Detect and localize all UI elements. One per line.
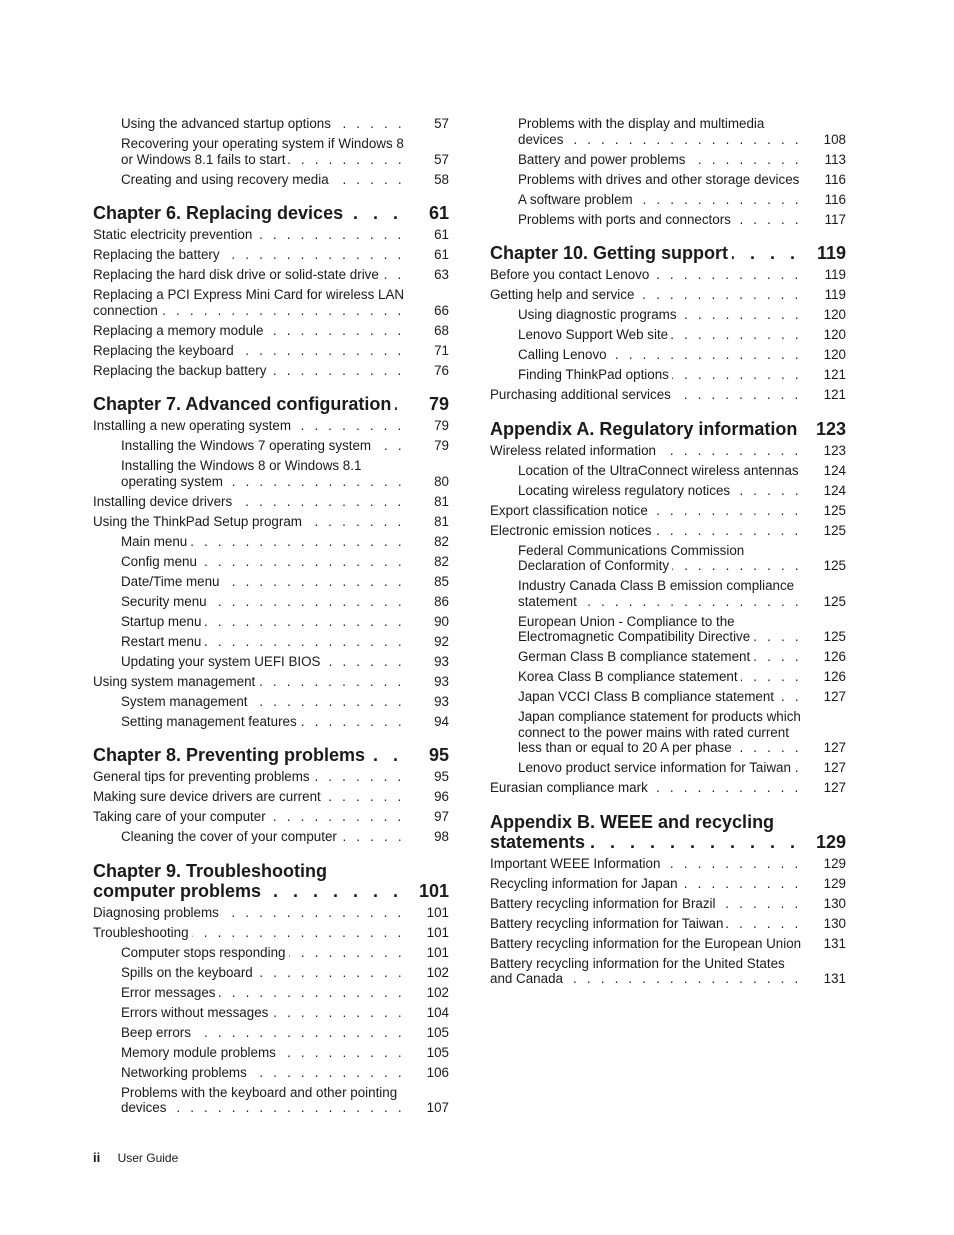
entry-title: Important WEEE Information — [490, 856, 663, 871]
page-reference: 98 — [434, 829, 449, 844]
page-reference: 130 — [823, 895, 846, 911]
toc-entry[interactable] — [93, 965, 449, 981]
page-number: ii — [93, 1150, 101, 1165]
toc-chapter-heading[interactable] — [93, 745, 449, 765]
toc-entry[interactable] — [93, 905, 449, 921]
entry-title: European Union - Compliance to the Electromagnetic Compatibility Directive — [518, 614, 753, 645]
toc-entry[interactable] — [93, 945, 449, 961]
entry-title: Replacing the keyboard — [93, 343, 237, 358]
page-reference: 106 — [426, 1064, 449, 1080]
entry-title: Battery recycling information for the United States and Canada — [490, 955, 785, 986]
toc-entry[interactable] — [93, 287, 449, 318]
page-reference: 61 — [428, 203, 449, 223]
toc-entry[interactable] — [490, 614, 846, 645]
page-reference: 104 — [426, 1004, 449, 1020]
entry-title: Battery recycling information for Brazil — [490, 896, 719, 911]
toc-entry[interactable] — [93, 714, 449, 730]
toc-entry[interactable] — [93, 769, 449, 785]
chapter-title: Appendix A. Regulatory information — [490, 419, 801, 439]
toc-entry[interactable] — [490, 709, 846, 756]
entry-title: Recovering your operating system if Windows 8 or Windows 8.1 fails to start — [121, 136, 404, 167]
page-reference: 76 — [434, 362, 449, 378]
toc-entry[interactable] — [490, 936, 846, 952]
entry-title: Networking problems — [121, 1065, 250, 1080]
page-reference: 102 — [426, 964, 449, 980]
toc-entry[interactable] — [93, 614, 449, 630]
page-reference: 57 — [434, 151, 449, 167]
chapter-title: Chapter 6. Replacing devices — [93, 203, 347, 223]
toc-entry[interactable] — [93, 809, 449, 825]
toc-entry[interactable] — [490, 956, 846, 987]
page-reference: 71 — [434, 342, 449, 358]
toc-entry[interactable] — [490, 760, 846, 776]
entry-title: Location of the UltraConnect wireless antennas — [518, 463, 802, 478]
page-reference: 82 — [434, 533, 449, 549]
entry-title: Battery and power problems — [518, 152, 688, 167]
page-reference: 119 — [824, 267, 846, 282]
entry-title: Problems with drives and other storage devices — [518, 172, 802, 187]
toc-entry[interactable] — [490, 287, 846, 303]
entry-title: Using the ThinkPad Setup program — [93, 514, 305, 529]
toc-entry[interactable] — [490, 327, 846, 343]
toc-entry[interactable] — [490, 896, 846, 912]
toc-entry[interactable] — [490, 543, 846, 574]
page-reference: 61 — [434, 247, 449, 262]
toc-entry[interactable] — [490, 503, 846, 519]
toc-entry[interactable] — [93, 985, 449, 1001]
page-reference: 107 — [426, 1100, 449, 1115]
page-reference: 129 — [823, 875, 846, 891]
page-reference: 126 — [823, 649, 846, 664]
entry-title: Installing the Windows 7 operating system — [121, 438, 374, 453]
page-footer — [93, 1150, 178, 1165]
entry-title: Before you contact Lenovo — [490, 267, 652, 282]
page-reference: 127 — [823, 689, 846, 704]
entry-title: A software problem — [518, 192, 636, 207]
page-reference: 129 — [815, 831, 846, 852]
entry-title: Federal Communications Commission Declaration of Conformity — [518, 542, 745, 573]
toc-entry[interactable] — [490, 483, 846, 499]
page-reference: 79 — [434, 438, 449, 453]
entry-title: Restart menu — [121, 634, 204, 649]
page-reference: 120 — [823, 347, 846, 362]
page-reference: 127 — [823, 760, 846, 775]
page-reference: 119 — [824, 287, 846, 302]
toc-entry[interactable] — [93, 1065, 449, 1081]
entry-title: Replacing a memory module — [93, 323, 266, 338]
entry-title: Memory module problems — [121, 1045, 279, 1060]
entry-title: Electronic emission notices — [490, 523, 655, 538]
page-reference: 130 — [823, 915, 846, 931]
entry-title: Korea Class B compliance statement — [518, 669, 741, 684]
entry-title: Purchasing additional services — [490, 387, 674, 402]
page-reference: 117 — [824, 211, 846, 227]
page-reference: 61 — [434, 227, 449, 242]
entry-title: Config menu — [121, 554, 200, 569]
toc-entry[interactable] — [490, 463, 846, 479]
page-reference: 96 — [434, 789, 449, 804]
toc-entry[interactable] — [93, 534, 449, 550]
toc-entry[interactable] — [93, 227, 449, 243]
chapter-title: Chapter 10. Getting support — [490, 243, 732, 263]
page-reference: 101 — [426, 944, 449, 960]
page-reference: 86 — [434, 593, 449, 609]
entry-title: Date/Time menu — [121, 574, 222, 589]
entry-title: System management — [121, 694, 251, 709]
page-reference: 126 — [823, 669, 846, 684]
toc-entry[interactable] — [490, 387, 846, 403]
entry-title: Taking care of your computer — [93, 809, 269, 824]
entry-title: Getting help and service — [490, 287, 637, 302]
page-reference: 81 — [434, 493, 449, 509]
entry-title: Security menu — [121, 594, 210, 609]
toc-entry[interactable] — [490, 856, 846, 872]
page-reference: 81 — [434, 513, 449, 529]
page-reference: 79 — [434, 418, 449, 433]
toc-chapter-heading[interactable] — [490, 419, 846, 439]
toc-entry[interactable] — [490, 578, 846, 609]
toc-entry[interactable] — [490, 523, 846, 539]
entry-title: Installing the Windows 8 or Windows 8.1 operating system — [121, 458, 362, 489]
page-reference: 129 — [823, 855, 846, 871]
entry-title: Battery recycling information for the European Union — [490, 936, 804, 951]
entry-title: Eurasian compliance mark — [490, 780, 651, 795]
toc-entry[interactable] — [490, 780, 846, 796]
page-reference: 116 — [824, 191, 846, 207]
entry-title: Lenovo product service information for Taiwan — [518, 760, 794, 775]
page-reference: 97 — [434, 809, 449, 824]
entry-title: Error messages — [121, 985, 219, 1000]
page-reference: 92 — [434, 633, 449, 649]
page-reference: 125 — [823, 593, 846, 609]
entry-title: Export classification notice — [490, 503, 651, 518]
entry-title: Computer stops responding — [121, 945, 289, 960]
entry-title: Wireless related information — [490, 443, 659, 458]
document-title: User Guide — [117, 1151, 179, 1165]
chapter-title: Chapter 7. Advanced configuration — [93, 394, 395, 414]
toc-entry[interactable] — [93, 674, 449, 690]
page-reference: 102 — [426, 984, 449, 1000]
toc-entry[interactable] — [93, 267, 449, 283]
page-reference: 120 — [823, 327, 846, 342]
toc-chapter-heading[interactable] — [93, 394, 449, 414]
entry-title: Problems with ports and connectors — [518, 212, 734, 227]
entry-title: Problems with the display and multimedia devices — [518, 116, 765, 147]
entry-title: Problems with the keyboard and other pointing devices — [121, 1084, 398, 1115]
page-reference: 131 — [823, 971, 846, 986]
toc-entry[interactable] — [490, 367, 846, 383]
toc-entry[interactable] — [93, 494, 449, 510]
toc-entry[interactable] — [490, 347, 846, 363]
entry-title: Using diagnostic programs — [518, 307, 680, 322]
toc-entry[interactable] — [93, 363, 449, 379]
toc-entry[interactable] — [93, 1045, 449, 1061]
page-reference: 93 — [434, 673, 449, 689]
entry-title: Recycling information for Japan — [490, 876, 681, 891]
entry-title: Static electricity prevention — [93, 227, 255, 242]
toc-entry[interactable] — [93, 634, 449, 650]
chapter-title: Chapter 9. Troubleshooting computer problems — [93, 860, 328, 901]
chapter-title: Appendix B. WEEE and recycling statements — [490, 811, 775, 852]
page-reference: 125 — [823, 502, 846, 518]
page-reference: 90 — [434, 613, 449, 629]
page-reference: 120 — [823, 307, 846, 322]
toc-left-column — [93, 116, 449, 1120]
toc-entry[interactable] — [490, 916, 846, 932]
toc-entry[interactable] — [93, 1085, 449, 1116]
toc-entry[interactable] — [93, 323, 449, 339]
page-reference: 58 — [434, 171, 449, 187]
toc-entry[interactable] — [93, 925, 449, 941]
page-reference: 95 — [428, 745, 449, 765]
toc-entry[interactable] — [93, 574, 449, 590]
entry-title: Using system management — [93, 674, 258, 689]
page-reference: 82 — [434, 553, 449, 569]
entry-title: Setting management features — [121, 714, 300, 729]
toc-entry[interactable] — [93, 458, 449, 489]
entry-title: Replacing a PCI Express Mini Card for wireless LAN connection — [93, 287, 405, 318]
page-reference: 94 — [434, 713, 449, 729]
page-reference: 80 — [434, 473, 449, 489]
toc-chapter-heading[interactable] — [93, 203, 449, 223]
entry-title: Finding ThinkPad options — [518, 367, 672, 382]
toc-entry[interactable] — [93, 694, 449, 710]
entry-title: Errors without messages — [121, 1005, 271, 1020]
page-reference: 79 — [428, 394, 449, 414]
page-reference: 127 — [823, 780, 846, 795]
entry-title: Cleaning the cover of your computer — [121, 829, 340, 844]
entry-title: Replacing the hard disk drive or solid-state drive — [93, 267, 382, 282]
toc-entry[interactable] — [93, 654, 449, 670]
page-reference: 93 — [434, 653, 449, 669]
entry-title: Replacing the backup battery — [93, 363, 269, 378]
toc-entry[interactable] — [490, 116, 846, 147]
page-reference: 101 — [426, 924, 449, 940]
page-reference: 124 — [823, 462, 846, 478]
toc-entry[interactable] — [93, 172, 449, 188]
toc-entry[interactable] — [93, 438, 449, 454]
toc-entry[interactable] — [93, 136, 449, 167]
toc-entry[interactable] — [490, 172, 846, 188]
toc-entry[interactable] — [490, 876, 846, 892]
toc-entry[interactable] — [490, 212, 846, 228]
entry-title: Calling Lenovo — [518, 347, 610, 362]
page-reference: 121 — [823, 387, 846, 402]
entry-title: Spills on the keyboard — [121, 965, 256, 980]
entry-title: Replacing the battery — [93, 247, 223, 262]
page-reference: 124 — [823, 482, 846, 498]
page-reference: 57 — [434, 116, 449, 131]
toc-entry[interactable] — [93, 594, 449, 610]
toc-entry[interactable] — [490, 267, 846, 283]
page-reference: 101 — [426, 904, 449, 920]
page-reference: 125 — [823, 522, 846, 538]
page-reference: 131 — [823, 935, 846, 951]
page-reference: 66 — [434, 302, 449, 318]
page-reference: 116 — [824, 171, 846, 187]
entry-title: Japan VCCI Class B compliance statement — [518, 689, 777, 704]
toc-entry[interactable] — [93, 554, 449, 570]
toc-entry[interactable] — [93, 247, 449, 263]
page-reference: 127 — [823, 740, 846, 755]
entry-title: Industry Canada Class B emission compliance statement — [518, 578, 795, 609]
toc-chapter-heading[interactable] — [93, 861, 449, 901]
entry-title: General tips for preventing problems — [93, 769, 313, 784]
entry-title: Battery recycling information for Taiwan — [490, 916, 726, 931]
toc-right-column — [490, 116, 846, 991]
toc-chapter-heading[interactable] — [490, 243, 846, 263]
entry-title: Making sure device drivers are current — [93, 789, 324, 804]
page-reference: 123 — [815, 418, 846, 439]
chapter-title: Chapter 8. Preventing problems — [93, 745, 369, 765]
toc-entry[interactable] — [93, 1025, 449, 1041]
toc-entry[interactable] — [490, 307, 846, 323]
toc-entry[interactable] — [490, 443, 846, 459]
entry-title: Beep errors — [121, 1025, 194, 1040]
page-reference: 63 — [434, 267, 449, 282]
entry-title: Startup menu — [121, 614, 204, 629]
toc-entry[interactable] — [93, 116, 449, 132]
entry-title: Troubleshooting — [93, 925, 192, 940]
entry-title: Installing a new operating system — [93, 418, 294, 433]
page-reference: 119 — [816, 243, 846, 263]
toc-entry[interactable] — [490, 689, 846, 705]
page-reference: 68 — [434, 322, 449, 338]
entry-title: Installing device drivers — [93, 494, 235, 509]
toc-entry[interactable] — [93, 514, 449, 530]
toc-entry[interactable] — [490, 152, 846, 168]
page-reference: 125 — [823, 629, 846, 644]
page-reference: 125 — [823, 558, 846, 573]
toc-entry[interactable] — [490, 669, 846, 685]
page-reference: 123 — [823, 442, 846, 458]
entry-title: Locating wireless regulatory notices — [518, 483, 733, 498]
page-reference: 95 — [434, 769, 449, 784]
entry-title: Lenovo Support Web site — [518, 327, 671, 342]
toc-entry[interactable] — [93, 343, 449, 359]
page-reference: 108 — [823, 131, 846, 147]
page-reference: 101 — [418, 880, 449, 901]
page-reference: 105 — [426, 1024, 449, 1040]
toc-entry[interactable] — [93, 829, 449, 845]
entry-title: Creating and using recovery media — [121, 172, 332, 187]
toc-entry[interactable] — [93, 418, 449, 434]
page-reference: 121 — [823, 367, 846, 382]
page-reference: 105 — [426, 1044, 449, 1060]
page-reference: 113 — [824, 151, 846, 167]
toc-entry[interactable] — [93, 789, 449, 805]
entry-title: Updating your system UEFI BIOS — [121, 654, 323, 669]
entry-title: Main menu — [121, 534, 190, 549]
entry-title: Japan compliance statement for products which connect to the power mains with rated current less than or equal to 20 A per phase — [518, 709, 801, 755]
page-reference: 85 — [434, 573, 449, 589]
toc-entry[interactable] — [490, 649, 846, 665]
page-reference: 93 — [434, 693, 449, 709]
entry-title: Using the advanced startup options — [121, 116, 334, 131]
toc-entry[interactable] — [490, 192, 846, 208]
entry-title: Diagnosing problems — [93, 905, 222, 920]
entry-title: German Class B compliance statement — [518, 649, 753, 664]
toc-entry[interactable] — [93, 1005, 449, 1021]
toc-chapter-heading[interactable] — [490, 812, 846, 852]
